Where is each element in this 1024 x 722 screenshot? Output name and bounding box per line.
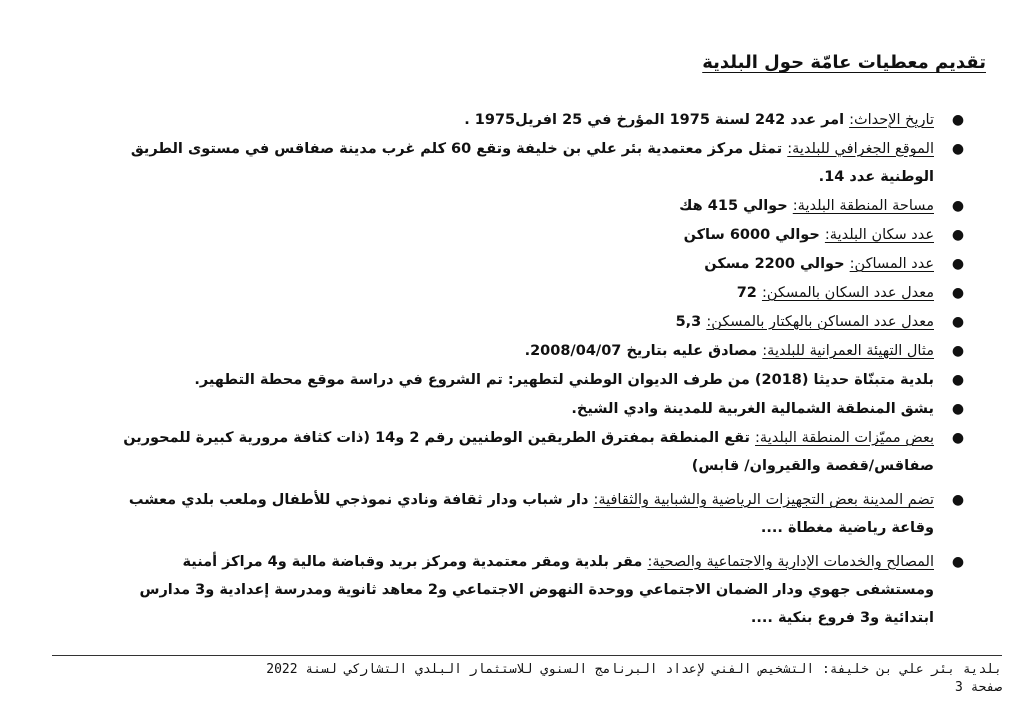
list-item [118, 279, 968, 307]
list-item [118, 548, 968, 632]
bullet-icon: ● [951, 554, 965, 570]
footer-caption: بلدية بئر علي بن خليفة: التشخيص الفني لإعداد البرنامج السنوي للاستثمار البلدي التشاركي لسنة 2022 [266, 662, 1002, 677]
item-text: 5,3 [675, 314, 707, 330]
item-label: عدد المساكن: [849, 256, 934, 272]
item-text: مقر بلدية ومقر معتمدية ومركز بريد وقباضة مالية و4 مراكز أمنية ومستشفى جهوي ودار الضمان الاجتماعي ووحدة النهوض الاجتماعي و2 معاهد ثانوية ومدرسة إعدادية و3 مدارس ابتدائية و3 فروع بنكية .... [139, 554, 934, 626]
list-item [118, 366, 968, 394]
list-item [118, 221, 968, 249]
item-text: مصادق عليه بتاريخ 2008/04/07. [524, 343, 763, 359]
list-item [118, 106, 968, 134]
list-item [118, 192, 968, 220]
item-text: 72 [736, 285, 762, 301]
item-label: تضم المدينة بعض التجهيزات الرياضية والشبابية والثقافية: [593, 492, 934, 508]
item-label: المصالح والخدمات الإدارية والاجتماعية والصحية: [647, 554, 934, 570]
item-label: الموقع الجغرافي للبلدية: [787, 141, 934, 157]
list-item [118, 424, 968, 480]
list-item [118, 337, 968, 365]
page-title: تقديم معطيات عامّة حول البلدية [702, 52, 986, 73]
item-text: دار شباب ودار ثقافة ونادي نموذجي للأطفال وملعب بلدي معشب وقاعة رياضية مغطاة .... [128, 492, 934, 536]
item-text: يشق المنطقة الشمالية الغربية للمدينة وادي الشيخ. [571, 401, 934, 417]
bullet-icon: ● [951, 198, 965, 214]
bullet-icon: ● [951, 492, 965, 508]
footer-divider [52, 655, 1002, 656]
bullet-icon: ● [951, 141, 965, 157]
bullet-icon: ● [951, 314, 965, 330]
item-label: بعض مميّزات المنطقة البلدية: [755, 430, 934, 446]
bullet-icon: ● [951, 227, 965, 243]
bullet-icon: ● [951, 430, 965, 446]
item-label: عدد سكان البلدية: [824, 227, 934, 243]
list-item [118, 308, 968, 336]
item-label: معدل عدد السكان بالمسكن: [761, 285, 934, 301]
page-number: صفحة 3 [955, 680, 1002, 695]
list-item [118, 395, 968, 423]
item-label: معدل عدد المساكن بالهكتار بالمسكن: [706, 314, 934, 330]
item-text: تقع المنطقة بمفترق الطريقين الوطنيين رقم 2 و14 (ذات كثافة مرورية كبيرة للمحورين صفاقس/قفصة والقيروان/ قابس) [123, 430, 934, 474]
bullet-icon: ● [951, 401, 965, 417]
bullet-icon: ● [951, 285, 965, 301]
item-text: حوالي 2200 مسكن [704, 256, 850, 272]
item-text: امر عدد 242 لسنة 1975 المؤرخ في 25 افريل1975 . [464, 112, 850, 128]
list-item [118, 250, 968, 278]
bullet-icon: ● [951, 343, 965, 359]
item-text: حوالي 6000 ساكن [683, 227, 825, 243]
item-label: تاريخ الإحداث: [849, 112, 934, 128]
info-list [118, 106, 968, 633]
item-text: بلدية متبنّاة حديثا (2018) من طرف الديوان الوطني لتطهير: تم الشروع في دراسة موقع محطة التطهير. [194, 372, 934, 388]
bullet-icon: ● [951, 112, 965, 128]
item-text: حوالي 415 هك [679, 198, 793, 214]
list-item [118, 486, 968, 542]
bullet-icon: ● [951, 372, 965, 388]
item-text: تمثل مركز معتمدية بئر علي بن خليفة وتقع 60 كلم غرب مدينة صفاقس في مستوى الطريق الوطنية عدد 14. [130, 141, 934, 185]
bullet-icon: ● [951, 256, 965, 272]
list-item [118, 135, 968, 191]
item-label: مثال التهيئة العمرانية للبلدية: [762, 343, 934, 359]
item-label: مساحة المنطقة البلدية: [792, 198, 934, 214]
